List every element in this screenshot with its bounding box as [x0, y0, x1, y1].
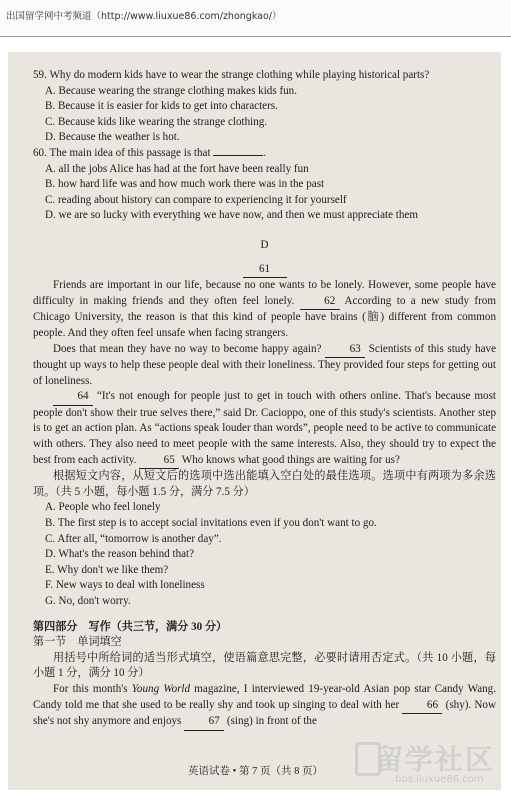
- option-c: C. reading about history can compare to experiencing it for yourself: [45, 193, 347, 206]
- option-f: F. New ways to deal with loneliness: [45, 579, 205, 592]
- question-60: [33, 146, 496, 224]
- option-c: C. After all, “tomorrow is another day”.: [45, 532, 222, 545]
- option-b: B. how hard life was and how much work there was in the past: [45, 178, 325, 191]
- option-d: D. What's the reason behind that?: [45, 548, 195, 561]
- option-list: [33, 500, 496, 609]
- option-d: D. Because the weather is hot.: [45, 131, 180, 144]
- page-footer: 英语试卷 • 第 7 页（共 8 页）: [188, 766, 323, 777]
- passage-title-blank: 61: [33, 262, 496, 279]
- part4-title: 第四部分 写作（共三节，满分 30 分）: [33, 620, 228, 633]
- source-url-text: 出国留学网中考频道（http://www.liuxue86.com/zhongkao/）: [6, 11, 282, 22]
- option-b: B. Because it is easier for kids to get into characters.: [45, 100, 278, 113]
- option-b: B. The first step is to accept social invitations even if you don't want to go.: [45, 517, 377, 530]
- option-d: D. we are so lucky with everything we have now, and then we must appreciate them: [45, 209, 418, 222]
- option-c: C. Because kids like wearing the strange clothing.: [45, 115, 268, 128]
- option-e: E. Why don't we like them?: [45, 563, 169, 576]
- option-a: A. all the jobs Alice has had at the fort have been really fun: [45, 162, 309, 175]
- blank-67: 67: [184, 714, 224, 731]
- answer-blank: [213, 155, 263, 156]
- watermark-url: bbs.liuxue86.com: [395, 774, 484, 785]
- option-a: A. Because wearing the strange clothing makes kids fun.: [45, 84, 298, 97]
- part4-paragraph: For this month's Young World magazine, I interviewed 19-year-old Asian pop star Candy Wang. Candy told me that she used to be really shy and took up singing to deal with her 66 (shy). Now she's not shy anymore and enjoys 67 (sing) in front of the: [33, 682, 496, 731]
- blank-65: 65: [139, 453, 179, 470]
- section1-title: 第一节 单词填空: [33, 636, 122, 649]
- top-source-bar: [0, 0, 511, 37]
- passage-paragraph-3: 64 “It's not enough for people just to get in touch with others online. That's because most people don't show their true selves there,” said Dr. Cacioppo, one of this study's scientists. Another step is to get an action plan. As “actions speak louder than words”, people need to be active to communicate with others. They also need to meet people with the same interests. Also, they should try to expect the best from each activity. 65 Who knows what good things are waiting for us?: [33, 389, 496, 469]
- blank-64: 64: [53, 389, 93, 406]
- watermark: [355, 740, 505, 790]
- passage-label: D: [260, 238, 269, 251]
- question-stem: 59. Why do modern kids have to wear the strange clothing while playing historical parts?: [33, 69, 430, 81]
- question-59: [33, 68, 496, 146]
- passage-instruction: 根据短文内容，从短文后的选项中选出能填入空白处的最佳选项。选项中有两项为多余选项。（共 5 小题，每小题 1.5 分，满分 7.5 分）: [33, 470, 496, 498]
- blank-63: 63: [325, 342, 365, 359]
- option-a: A. People who feel lonely: [45, 501, 161, 514]
- option-g: G. No, don't worry.: [45, 595, 131, 607]
- part4-instruction: 用括号中所给词的适当形式填空，使语篇意思完整，必要时请用否定式。（共 10 小题，每小题 1 分，满分 10 分）: [33, 651, 496, 680]
- passage-paragraph-1: Friends are important in our life, because no one wants to be lonely. However, some people have difficulty in making friends and they often feel lonely. 62 According to a new study from Chicago University, the reason is that this kind of people have brains (脑) different from common people. And they often feel unsafe when facing strangers.: [33, 279, 496, 339]
- passage-paragraph-2: Does that mean they have no way to become happy again? 63 Scientists of this study have thought up ways to help these people deal with their loneliness. They provided four steps for getting out of loneliness.: [33, 342, 496, 387]
- blank-62: 62: [300, 294, 340, 311]
- watermark-brand: 留学社区: [375, 743, 496, 776]
- exam-content: [33, 68, 496, 731]
- magazine-name: Young World: [131, 682, 191, 695]
- question-stem: 60. The main idea of this passage is that .: [33, 146, 267, 159]
- blank-66: 66: [402, 698, 442, 715]
